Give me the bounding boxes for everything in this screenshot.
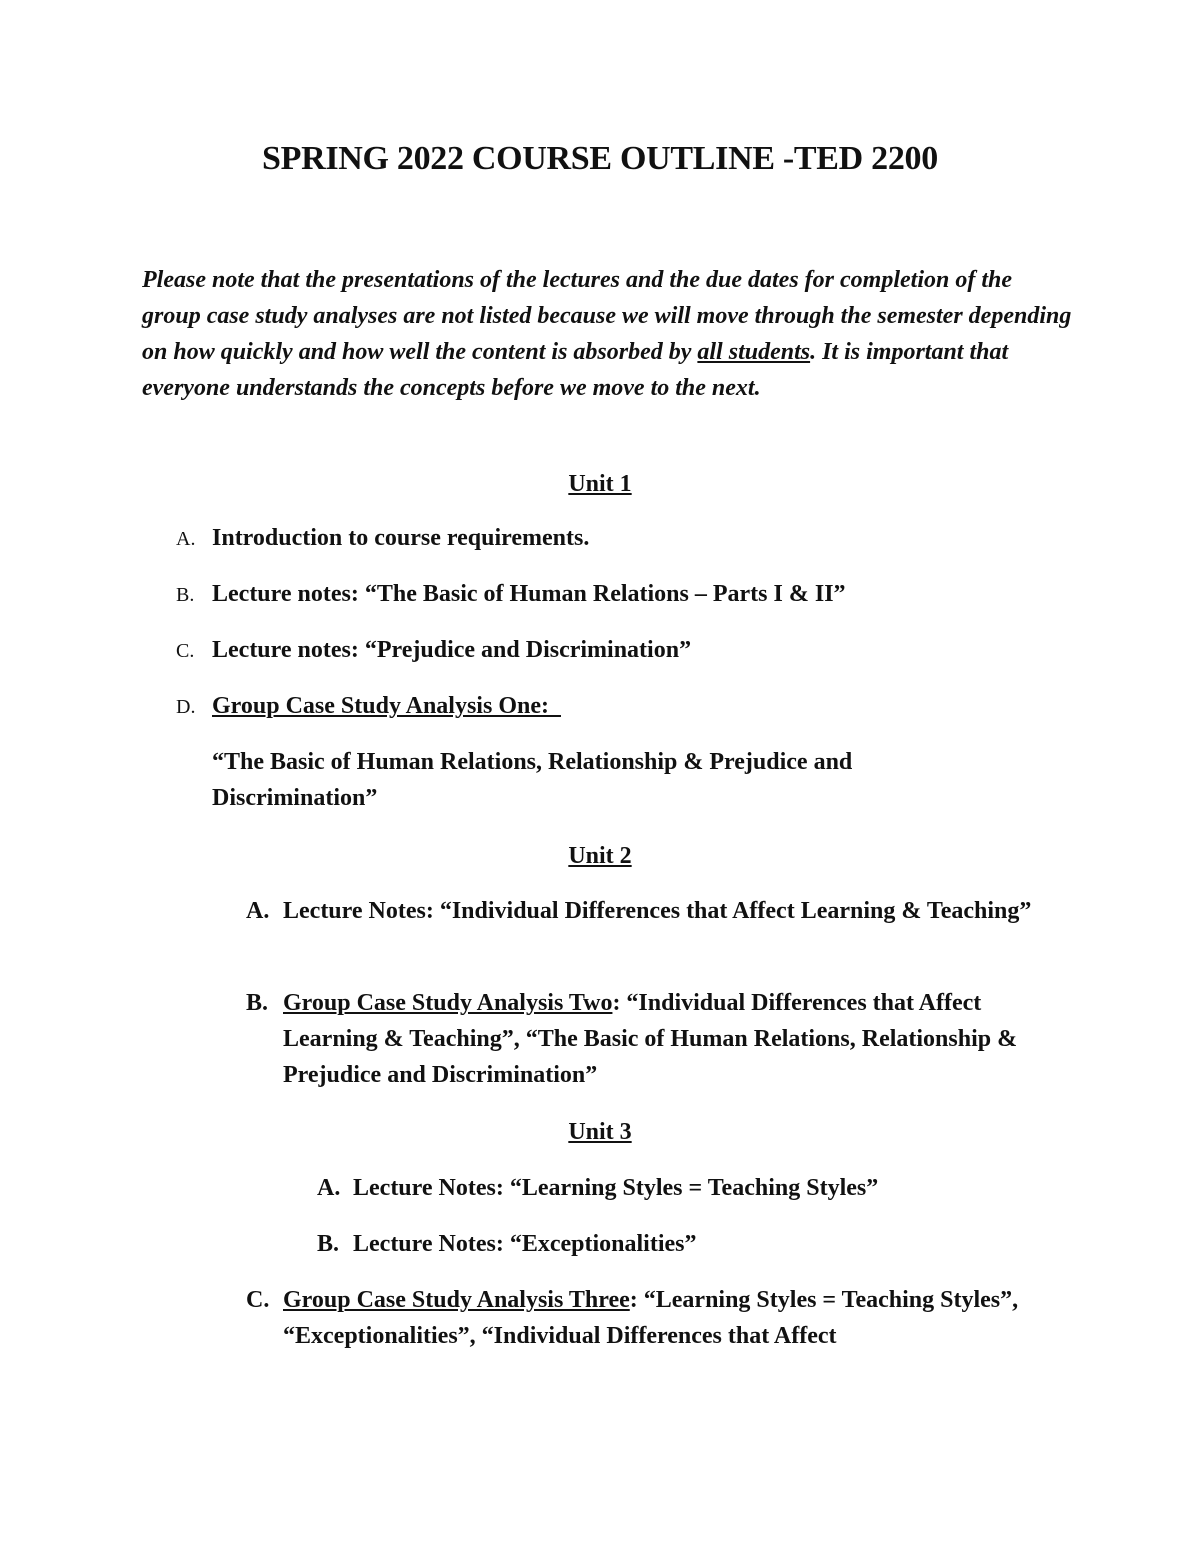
unit-1-item-d-label xyxy=(212,688,1092,724)
case-study-three-topics: : “Learning Styles = Teaching Styles”, “Exceptionalities”, “Individual Differences that Affect xyxy=(283,1287,1019,1349)
unit-3-heading: Unit 3 xyxy=(568,1119,632,1145)
unit-3-item-c-letter: C. xyxy=(246,1287,270,1313)
unit-3-item-b: Lecture Notes: “Exceptionalities” xyxy=(353,1231,697,1257)
unit-2-item-b xyxy=(283,985,1063,1093)
unit-2-heading: Unit 2 xyxy=(568,843,632,869)
case-study-two-topics: : “Individual Differences that Affect Learning & Teaching”, “The Basic of Human Relations, Relationship & Prejudice and Discrimination” xyxy=(283,990,1018,1088)
unit-3-item-b-letter: B. xyxy=(317,1231,340,1257)
page-title: SPRING 2022 COURSE OUTLINE -TED 2200 xyxy=(262,140,938,177)
unit-3-item-a-letter: A. xyxy=(317,1175,341,1201)
unit-1-item-b-letter: B. xyxy=(176,584,195,606)
unit-2-item-a-letter: A. xyxy=(246,898,270,924)
unit-2-item-b-letter: B. xyxy=(246,990,269,1016)
unit-3-item-a: Lecture Notes: “Learning Styles = Teaching Styles” xyxy=(353,1175,879,1201)
unit-1-heading: Unit 1 xyxy=(568,471,632,497)
unit-3-item-c xyxy=(283,1282,1073,1354)
note-text-1: Please note that the presentations of the lectures and the due dates for completion of the group case study analyses are not listed because we will move through the semester depending on how quickly and how well the content is absorbed by xyxy=(142,267,1072,365)
case-study-two-label: Group Case Study Analysis Two xyxy=(283,990,613,1016)
unit-1-item-c: Lecture notes: “Prejudice and Discrimination” xyxy=(212,637,692,663)
unit-1-item-d-letter: D. xyxy=(176,696,196,718)
case-study-one-label: Group Case Study Analysis One: xyxy=(212,693,561,719)
note-emphasis: all students xyxy=(697,339,811,365)
intro-note xyxy=(142,262,1072,406)
unit-2-item-a: Lecture Notes: “Individual Differences that Affect Learning & Teaching” xyxy=(283,898,1032,924)
case-study-three-label: Group Case Study Analysis Three xyxy=(283,1287,630,1313)
note-text-2: . It is important that everyone understands the concepts before we move to the next. xyxy=(142,339,1009,401)
unit-1-item-a: Introduction to course requirements. xyxy=(212,525,590,551)
unit-1-item-c-letter: C. xyxy=(176,640,195,662)
unit-1-item-a-letter: A. xyxy=(176,528,196,550)
unit-1-item-d-detail: “The Basic of Human Relations, Relationship & Prejudice and Discrimination” xyxy=(212,749,853,811)
unit-1-item-b: Lecture notes: “The Basic of Human Relations – Parts I & II” xyxy=(212,581,846,607)
